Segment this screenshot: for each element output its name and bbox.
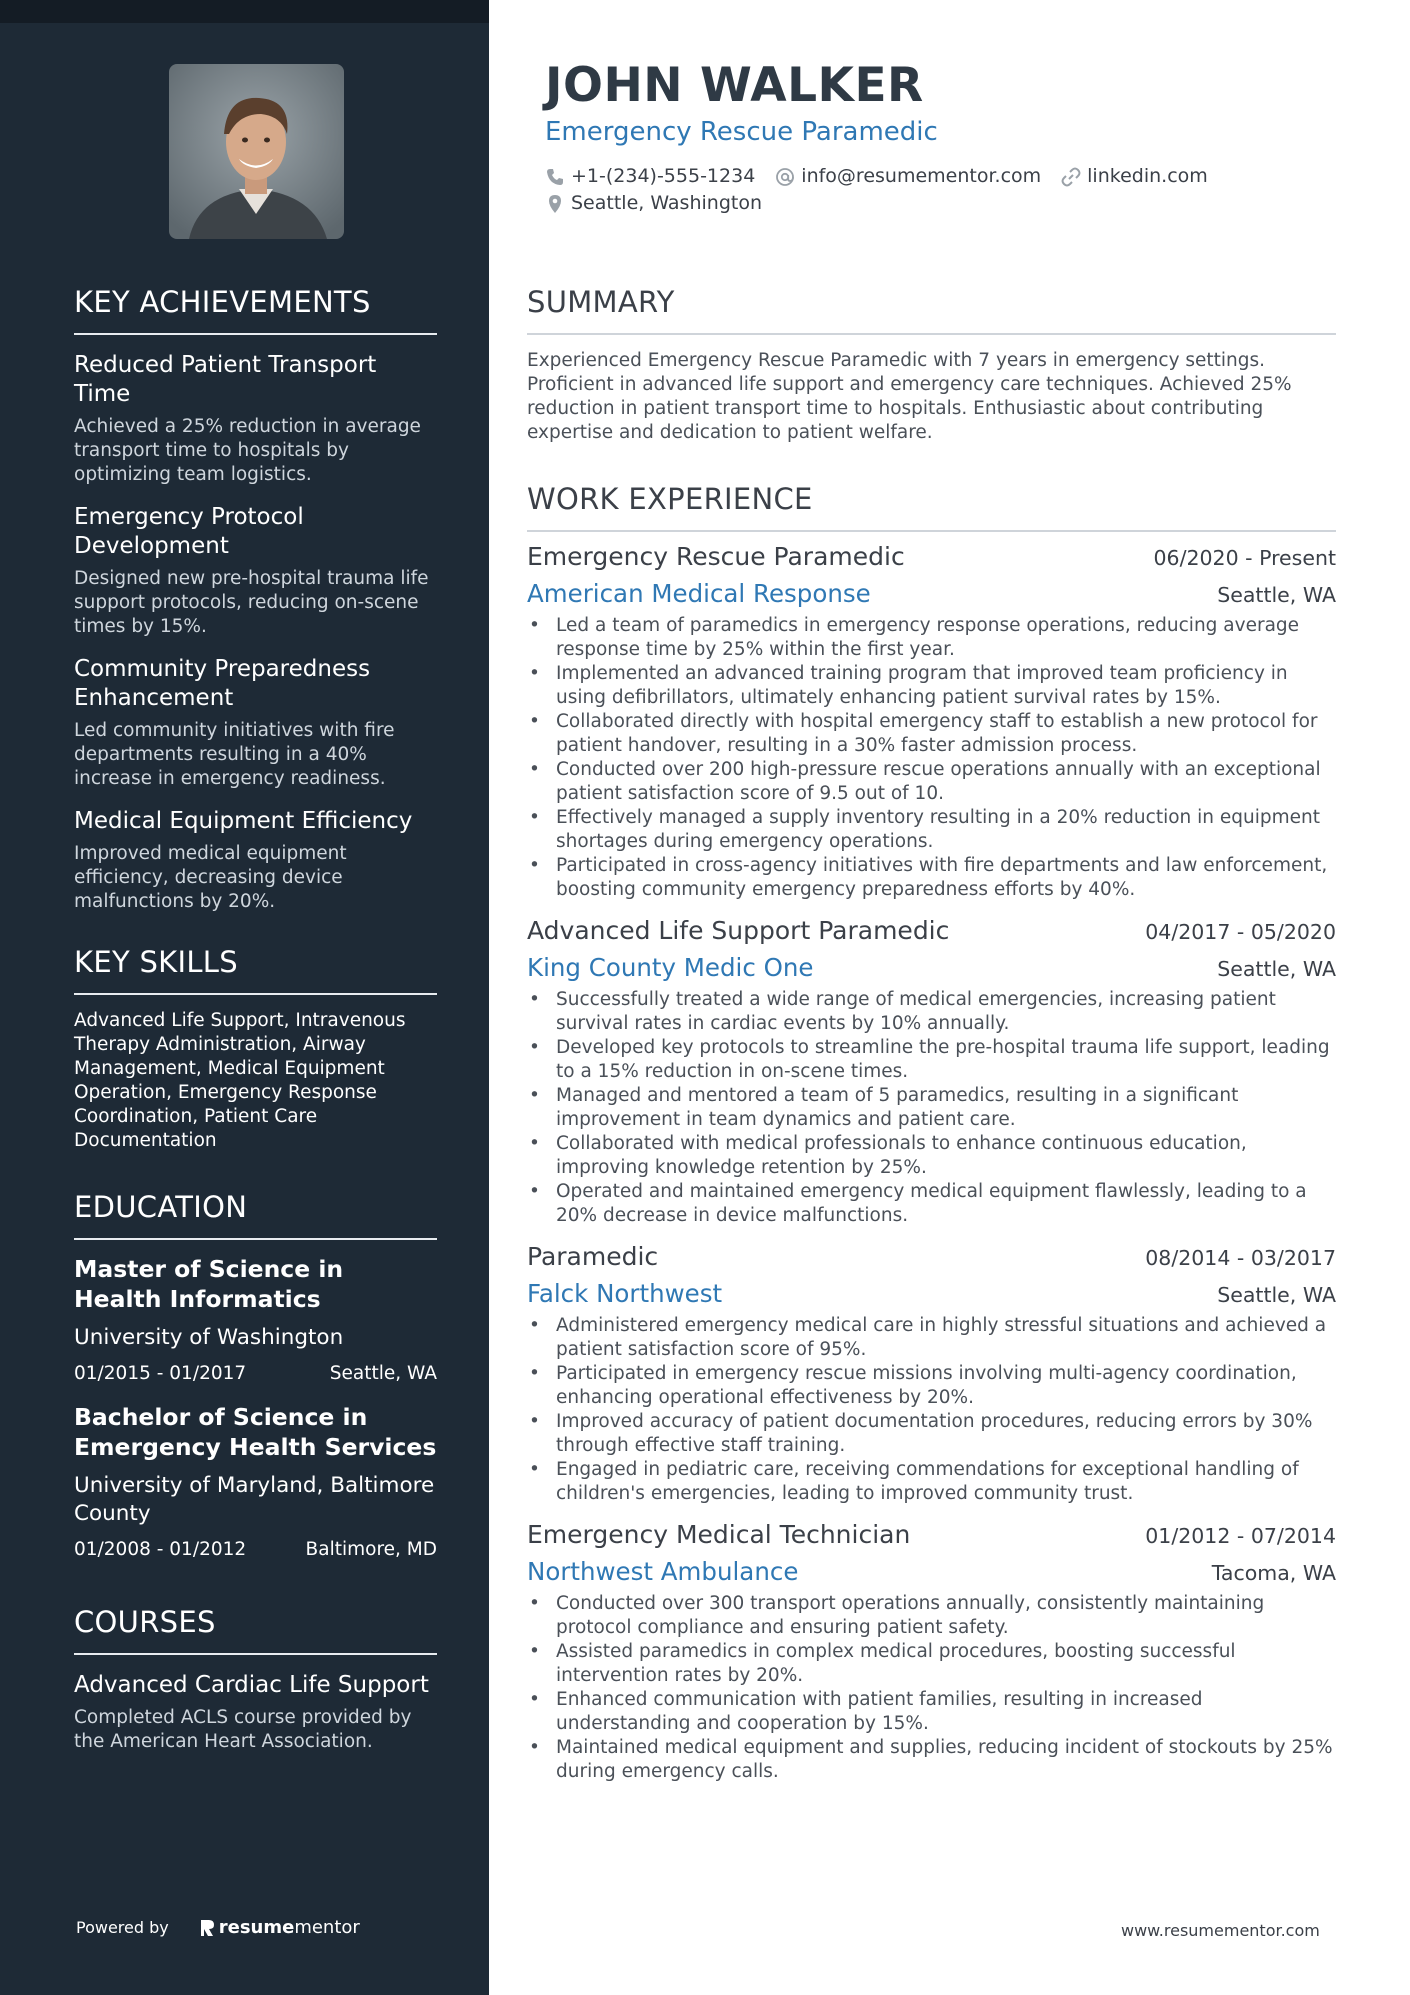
education-school: University of Maryland, Baltimore County [74, 1473, 435, 1526]
skills-text: Advanced Life Support, Intravenous Therapy Administration, Airway Management, Medical Equipment Operation, Emergency Response Coordination, Patient Care Documentation [74, 1010, 406, 1151]
achievement-item [74, 351, 437, 487]
job-location: Seattle, WA [1217, 583, 1336, 607]
job-location: Seattle, WA [1217, 1283, 1336, 1307]
achievement-title: Reduced Patient Transport Time [74, 352, 377, 407]
job-title: Advanced Life Support Paramedic [527, 916, 950, 945]
job-bullet: • Improved accuracy of patient documentation procedures, reducing errors by 30% through effective staff training. [527, 1410, 1336, 1458]
job-bullet: • Operated and maintained emergency medical equipment flawlessly, leading to a 20% decrease in device malfunctions. [527, 1180, 1336, 1228]
job-bullet: • Participated in emergency rescue missions involving multi-agency coordination, enhancing operational effectiveness by 20%. [527, 1362, 1336, 1410]
achievements-heading: KEY ACHIEVEMENTS [74, 285, 437, 335]
phone-icon [545, 167, 565, 187]
achievement-title: Medical Equipment Efficiency [74, 808, 413, 834]
experience-section [527, 482, 1336, 1784]
summary-section [527, 285, 1336, 445]
job-bullet: • Implemented an advanced training program that improved team proficiency in using defibrillators, ultimately enhancing patient survival rates by 15%. [527, 662, 1336, 710]
education-dates: 01/2015 - 01/2017 [74, 1363, 247, 1384]
job-bullet: • Participated in cross-agency initiatives with fire departments and law enforcement, boosting community emergency preparedness efforts by 40%. [527, 854, 1336, 902]
achievements-section [74, 285, 437, 914]
education-location: Baltimore, MD [305, 1539, 437, 1560]
education-location: Seattle, WA [329, 1363, 437, 1384]
job-dates: 01/2012 - 07/2014 [1145, 1524, 1336, 1548]
course-title: Advanced Cardiac Life Support [74, 1672, 429, 1698]
job-location: Seattle, WA [1217, 957, 1336, 981]
experience-heading: WORK EXPERIENCE [527, 482, 1336, 532]
achievement-title: Emergency Protocol Development [74, 504, 304, 559]
summary-heading: SUMMARY [527, 285, 1336, 335]
contact-linkedin[interactable] [1061, 163, 1208, 190]
job-entry [527, 1518, 1336, 1784]
job-bullet: • Managed and mentored a team of 5 paramedics, resulting in a significant improvement in team dynamics and patient care. [527, 1084, 1336, 1132]
location-pin-icon [545, 194, 565, 214]
job-company: King County Medic One [527, 953, 814, 982]
education-school: University of Washington [74, 1325, 344, 1350]
sidebar [0, 0, 489, 1995]
courses-section [74, 1605, 437, 1754]
job-bullet: • Administered emergency medical care in highly stressful situations and achieved a patient satisfaction score of 95%. [527, 1314, 1336, 1362]
job-bullet: • Conducted over 200 high-pressure rescue operations annually with an exceptional patient satisfaction score of 9.5 out of 10. [527, 758, 1336, 806]
achievement-title: Community Preparedness Enhancement [74, 656, 371, 711]
courses-heading: COURSES [74, 1605, 437, 1655]
job-bullet: • Assisted paramedics in complex medical procedures, boosting successful intervention rates by 20%. [527, 1640, 1336, 1688]
job-entry [527, 540, 1336, 902]
skills-heading: KEY SKILLS [74, 945, 437, 995]
job-bullet: • Led a team of paramedics in emergency response operations, reducing average response time by 25% within the first year. [527, 614, 1336, 662]
contact-phone[interactable] [545, 163, 755, 190]
achievement-item [74, 655, 437, 791]
job-bullet: • Collaborated directly with hospital emergency staff to establish a new protocol for patient handover, resulting in a 30% faster admission process. [527, 710, 1336, 758]
contact-email[interactable] [775, 163, 1041, 190]
job-bullets [527, 1314, 1336, 1506]
job-bullets [527, 988, 1336, 1228]
job-company: Northwest Ambulance [527, 1557, 799, 1586]
course-item [74, 1671, 437, 1754]
job-title: Paramedic [527, 1242, 659, 1271]
contact-info [545, 163, 1325, 217]
education-item [74, 1254, 437, 1386]
education-degree: Bachelor of Science in Emergency Health Services [74, 1403, 437, 1461]
job-entry [527, 914, 1336, 1228]
job-dates: 06/2020 - Present [1153, 546, 1336, 570]
education-item [74, 1402, 437, 1562]
job-company: American Medical Response [527, 579, 871, 608]
brand-logo[interactable] [199, 1917, 360, 1938]
job-bullets [527, 1592, 1336, 1784]
candidate-role: Emergency Rescue Paramedic [545, 117, 938, 147]
job-company: Falck Northwest [527, 1279, 723, 1308]
profile-photo [169, 64, 344, 239]
education-heading: EDUCATION [74, 1190, 437, 1240]
resumementor-logo-icon [199, 1918, 215, 1938]
achievement-desc: Achieved a 25% reduction in average transport time to hospitals by optimizing team logistics. [74, 416, 421, 485]
job-title: Emergency Medical Technician [527, 1520, 911, 1549]
brand-name-light: mentor [294, 1917, 360, 1938]
sidebar-top-bar [0, 0, 489, 23]
email-text: info@resumementor.com [801, 165, 1042, 187]
at-icon [775, 167, 795, 187]
location-text: Seattle, Washington [571, 192, 762, 214]
education-degree: Master of Science in Health Informatics [74, 1255, 344, 1313]
linkedin-text: linkedin.com [1087, 165, 1208, 187]
candidate-name: JOHN WALKER [545, 58, 924, 113]
job-location: Tacoma, WA [1211, 1561, 1336, 1585]
job-bullet: • Enhanced communication with patient families, resulting in increased understanding and cooperation by 15%. [527, 1688, 1336, 1736]
job-dates: 08/2014 - 03/2017 [1145, 1246, 1336, 1270]
achievement-desc: Designed new pre-hospital trauma life support protocols, reducing on-scene times by 15%. [74, 568, 429, 637]
footer-website-link[interactable]: www.resumementor.com [1121, 1921, 1320, 1940]
job-bullet: • Engaged in pediatric care, receiving commendations for exceptional handling of children's emergencies, leading to improved community trust. [527, 1458, 1336, 1506]
course-desc: Completed ACLS course provided by the American Heart Association. [74, 1707, 412, 1752]
job-bullet: • Developed key protocols to streamline the pre-hospital trauma life support, leading to a 15% reduction in on-scene times. [527, 1036, 1336, 1084]
brand-name-bold: resume [218, 1917, 295, 1938]
achievement-desc: Improved medical equipment efficiency, decreasing device malfunctions by 20%. [74, 843, 347, 912]
education-section [74, 1190, 437, 1562]
phone-text: +1-(234)-555-1234 [571, 165, 756, 187]
job-bullet: • Successfully treated a wide range of medical emergencies, increasing patient survival rates in cardiac events by 10% annually. [527, 988, 1336, 1036]
contact-location [545, 190, 762, 217]
powered-by-label: Powered by [76, 1918, 169, 1937]
achievement-desc: Led community initiatives with fire departments resulting in a 40% increase in emergency readiness. [74, 720, 395, 789]
job-bullet: • Collaborated with medical professionals to enhance continuous education, improving knowledge retention by 25%. [527, 1132, 1336, 1180]
achievement-item [74, 807, 437, 914]
job-dates: 04/2017 - 05/2020 [1145, 920, 1336, 944]
job-entry [527, 1240, 1336, 1506]
job-bullet: • Conducted over 300 transport operations annually, consistently maintaining protocol compliance and ensuring patient safety. [527, 1592, 1336, 1640]
link-icon [1061, 167, 1081, 187]
powered-by [76, 1917, 360, 1938]
job-title: Emergency Rescue Paramedic [527, 542, 905, 571]
achievement-item [74, 503, 437, 639]
skills-section [74, 945, 437, 1153]
job-bullet: • Effectively managed a supply inventory resulting in a 20% reduction in equipment shortages during emergency operations. [527, 806, 1336, 854]
job-bullet: • Maintained medical equipment and supplies, reducing incident of stockouts by 25% during emergency calls. [527, 1736, 1336, 1784]
education-dates: 01/2008 - 01/2012 [74, 1539, 247, 1560]
job-bullets [527, 614, 1336, 902]
summary-text: Experienced Emergency Rescue Paramedic with 7 years in emergency settings. Proficient in advanced life support and emergency care techniques. Achieved 25% reduction in patient transport time to hospitals. Enthusiastic about contributing expertise and dedication to patient welfare. [527, 350, 1292, 443]
